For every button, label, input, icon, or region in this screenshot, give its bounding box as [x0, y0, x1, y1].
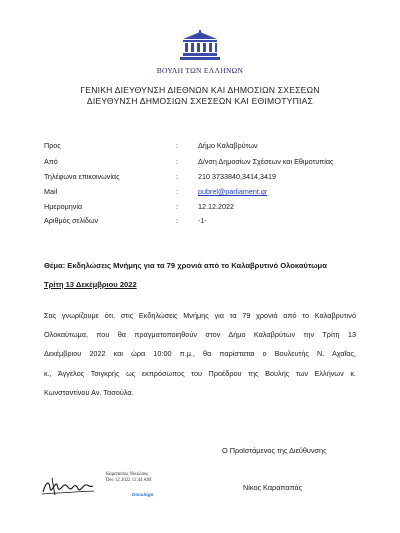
meta-label: Αριθμός σελίδων — [44, 216, 99, 225]
parliament-building-icon — [176, 30, 224, 64]
signature-name: Καραπαπάς Νικόλαος — [106, 472, 149, 477]
meta-colon: : — [176, 187, 178, 196]
directorate-general-title: ΓΕΝΙΚΗ ΔΙΕΥΘΥΝΣΗ ΔΙΕΘΝΩΝ ΚΑΙ ΔΗΜΟΣΙΩΝ ΣΧΕΣΕΩΝ — [80, 85, 320, 95]
meta-value: -1- — [198, 216, 207, 225]
docusign-logo: DocuSign — [132, 492, 154, 497]
meta-label: Mail — [44, 187, 58, 196]
meta-colon: : — [176, 202, 178, 211]
body-line: Κωνσταντίνου Αν. Τασούλα. — [44, 388, 134, 397]
closing-title: Ο Προϊστάμενος της Διεύθυνσης — [222, 446, 327, 455]
signature-timestamp: Dec 12 2022 11:44 AM — [106, 478, 152, 483]
meta-value: Δήμο Καλαβρύτων — [198, 141, 258, 150]
body-line: Σας γνωρίζουμε ότι, στις Εκδηλώσεις Μνήμης για τα 79 χρονιά από το Καλαβρυτινό — [44, 311, 356, 320]
body-line: κ., Άγγελος Τσιγκρής ως εκπρόσωπος του Προέδρου της Βουλής των Ελλήνων κ. — [44, 369, 356, 378]
body-line: Ολοκαύτωμα, που θα πραγματοποιηθούν στον Δήμο Καλαβρύτων την Τρίτη 13 — [44, 330, 356, 339]
email-link[interactable]: pubrel@parliament.gr — [198, 187, 268, 196]
parliament-name: ΒΟΥΛΗ ΤΩΝ ΕΛΛΗΝΩΝ — [156, 66, 244, 75]
meta-colon: : — [176, 172, 178, 181]
meta-colon: : — [176, 216, 178, 225]
directorate-title: ΔΙΕΥΘΥΝΣΗ ΔΗΜΟΣΙΩΝ ΣΧΕΣΕΩΝ ΚΑΙ ΕΘΙΜΟΤΥΠΙΑΣ — [86, 96, 314, 106]
meta-colon: : — [176, 157, 178, 166]
subject-line: Θέμα: Εκδηλώσεις Μνήμης για τα 79 χρονιά από το Καλαβρυτινό Ολοκαύτωμα — [44, 261, 327, 270]
meta-colon: : — [176, 141, 178, 150]
meta-label: Από — [44, 157, 58, 166]
signer-name: Νίκος Καραπαπάς — [243, 483, 303, 492]
meta-value: 210 3733840,3414,3419 — [198, 172, 276, 181]
event-date: Τρίτη 13 Δεκέμβριου 2022 — [44, 280, 137, 289]
meta-label: Ημερομηνία — [44, 202, 83, 211]
handwritten-signature — [40, 474, 96, 498]
meta-label: Τηλέφωνα επικοινωνίας — [44, 172, 120, 181]
meta-value: Δ/νση Δημοσίων Σχέσεων και Εθιμοτυπίας — [198, 157, 334, 166]
meta-label: Προς — [44, 141, 61, 150]
meta-value: 12.12.2022 — [198, 202, 234, 211]
body-line: Δεκέμβριου 2022 και ώρα 10:00 π.μ., θα παρίσταται ο Βουλευτής Ν. Αχαΐας, — [44, 349, 356, 358]
